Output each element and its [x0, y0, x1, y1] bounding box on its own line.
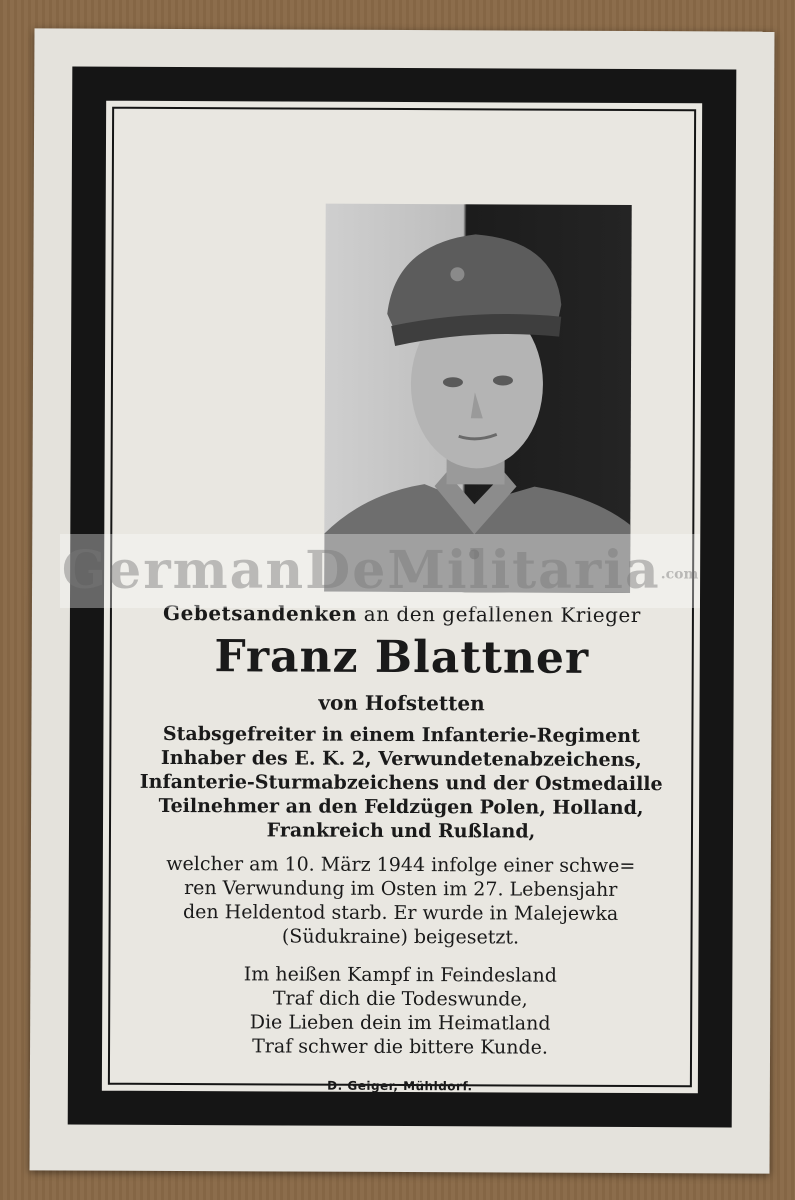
portrait-image [324, 204, 632, 593]
rank-line: Stabsgefreiter in einem Infanterie-Regiment [162, 722, 640, 748]
mourning-border [68, 67, 737, 1128]
death-line: (Südukraine) beigesetzt. [281, 925, 520, 949]
intro-line [130, 601, 674, 627]
origin-line: von Hofstetten [318, 690, 485, 716]
death-block [128, 852, 672, 950]
rank-line: Teilnehmer an den Feldzügen Polen, Holland, [158, 794, 644, 820]
intro-bold: Gebetsandenken [163, 600, 357, 626]
death-line: ren Verwundung im Osten im 27. Lebensjahr [184, 877, 618, 901]
rank-block [129, 722, 674, 844]
poem-line: Im heißen Kampf in Feindesland [243, 963, 557, 987]
poem-line: Traf dich die Todeswunde, [272, 987, 528, 1011]
soldier-portrait [324, 204, 632, 593]
rank-line: Inhaber des E. K. 2, Verwundetenabzeichens, [160, 746, 642, 772]
memorial-card [30, 28, 775, 1173]
watermark-text: GermanDeMilitaria [61, 540, 661, 601]
death-line: den Heldentod starb. Er wurde in Malejewka [182, 901, 619, 925]
printer-credit: D. Geiger, Mühldorf. [327, 1078, 473, 1094]
deceased-name: Franz Blattner [214, 631, 590, 684]
intro-rest: an den gefallenen Krieger [356, 601, 641, 628]
poem-line: Die Lieben dein im Heimatland [249, 1011, 551, 1035]
poem-block [128, 962, 672, 1060]
death-line: welcher am 10. März 1944 infolge einer schwe= [166, 852, 636, 878]
poem-line: Traf schwer die bittere Kunde. [252, 1035, 548, 1059]
rank-line: Frankreich und Rußland, [266, 819, 536, 843]
card-text [128, 601, 674, 1094]
rank-line: Infanterie-Sturmabzeichens und der Ostmedaille [139, 770, 663, 796]
watermark-suffix: .com [660, 566, 699, 583]
